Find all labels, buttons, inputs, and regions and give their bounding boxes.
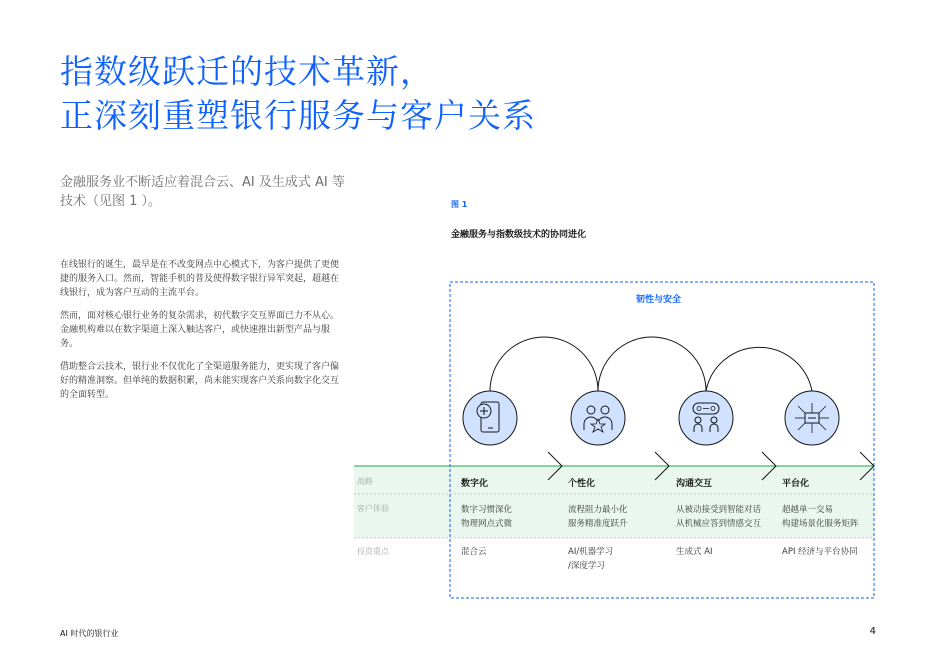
link-arc-2 — [598, 337, 706, 391]
title-line-1: 指数级跃迁的技术革新， — [60, 52, 434, 91]
footer-publication-title: AI 时代的银行业 — [60, 629, 119, 638]
lead-paragraph: 金融服务业不断适应着混合云、AI 及生成式 AI 等技术（见图 1 ）。 — [60, 175, 345, 209]
stage-personalization: 个性化 — [568, 479, 596, 489]
body-paragraph-1: 在线银行的诞生，最早是在不改变网点中心模式下，为客户提供了更便捷的服务入口。然而，智能手机的普及使得数字银行异军突起，超越在线银行，成为客户互动的主流平台。 — [60, 260, 340, 298]
people-star-icon — [571, 391, 625, 445]
resilience-caption: 韧性与安全 — [636, 295, 682, 305]
title-line-2: 正深刻重塑银行服务与客户关系 — [60, 96, 536, 135]
row-label-strategy: 战略 — [357, 477, 373, 486]
row-label-investment: 投资重点 — [357, 547, 389, 556]
platform-hub-icon — [785, 391, 839, 445]
mobile-plus-icon — [463, 391, 517, 445]
experience-cell-1: 数字习惯深化 物理网点式微 — [461, 505, 513, 529]
chat-people-icon — [679, 391, 733, 445]
link-arc-1 — [490, 337, 598, 391]
experience-cell-3: 从被动接受到智能对话 从机械应答到情感交互 — [676, 505, 762, 529]
investment-cell-1: 混合云 — [461, 547, 487, 557]
experience-cell-2: 流程阻力最小化 服务精准度跃升 — [568, 505, 628, 529]
link-arc-3 — [706, 347, 812, 391]
investment-cell-4: API 经济与平台协同 — [782, 547, 858, 557]
stage-platform: 平台化 — [782, 479, 810, 489]
investment-cell-3: 生成式 AI — [676, 547, 713, 557]
body-paragraph-2: 然而，面对核心银行业务的复杂需求，初代数字交互界面已力不从心。金融机构难以在数字渠道上深入触达客户，或快速推出新型产品与服务。 — [60, 311, 340, 349]
experience-cell-4: 超越单一交易 构建场景化服务矩阵 — [782, 505, 859, 529]
page-number: 4 — [869, 626, 876, 637]
row-label-experience: 客户体验 — [357, 504, 389, 513]
stage-interaction: 沟通交互 — [676, 479, 713, 489]
body-paragraph-3: 借助整合云技术，银行业不仅优化了全渠道服务能力，更实现了客户偏好的精准洞察。但单纯的数据积累，尚未能实现客户关系向数字化交互的全面转型。 — [60, 362, 340, 400]
figure-label: 图 1 — [451, 200, 468, 209]
investment-cell-2: AI/机器学习 /深度学习 — [568, 547, 614, 571]
stage-digitalization: 数字化 — [461, 479, 489, 489]
figure-title: 金融服务与指数级技术的协同进化 — [451, 230, 587, 240]
